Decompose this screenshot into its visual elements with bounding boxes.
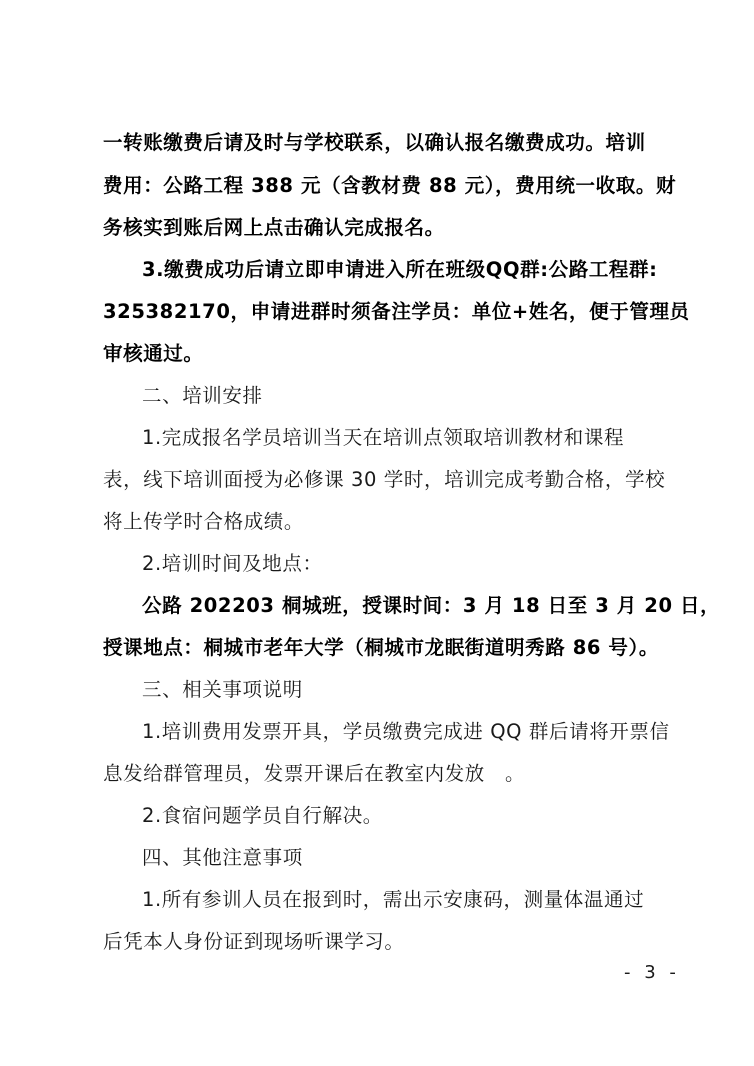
section-heading-related-matters: 三、相关事项说明 [142,678,303,701]
paragraph-fee-line-3: 务核实到账后网上点击确认完成报名。 [103,216,445,239]
page-number: - 3 - [624,962,680,983]
paragraph-schedule-line-2: 授课地点：桐城市老年大学（桐城市龙眠街道明秀路 86 号）。 [103,636,659,659]
paragraph-health-line-2: 后凭本人身份证到现场听课学习。 [103,930,405,953]
paragraph-invoice-line-2: 息发给群管理员，发票开课后在教室内发放 。 [103,762,526,785]
section-heading-other-notes: 四、其他注意事项 [142,846,303,869]
paragraph-schedule-line-1: 公路 202203 桐城班，授课时间：3 月 18 日至 3 月 20 日， [142,594,721,617]
section-heading-training-arrangement: 二、培训安排 [142,384,263,407]
paragraph-health-line-1: 1.所有参训人员在报到时，需出示安康码，测量体温通过 [142,888,645,911]
paragraph-training-line-3: 将上传学时合格成绩。 [103,510,305,533]
paragraph-invoice-line-1: 1.培训费用发票开具，学员缴费完成进 QQ 群后请将开票信 [142,720,670,743]
paragraph-training-line-2: 表，线下培训面授为必修课 30 学时，培训完成考勤合格，学校 [103,468,666,491]
paragraph-qq-line-3: 审核通过。 [103,342,204,365]
paragraph-fee-line-1: 一转账缴费后请及时与学校联系，以确认报名缴费成功。培训 [103,131,646,154]
paragraph-qq-line-2: 325382170，申请进群时须备注学员：单位+姓名，便于管理员 [103,300,690,323]
paragraph-fee-line-2: 费用：公路工程 388 元（含教材费 88 元），费用统一收取。财 [103,174,677,197]
paragraph-training-line-1: 1.完成报名学员培训当天在培训点领取培训教材和课程 [142,426,625,449]
paragraph-accommodation: 2.食宿问题学员自行解决。 [142,804,383,827]
paragraph-time-place-heading: 2.培训时间及地点： [142,552,323,575]
paragraph-qq-line-1: 3.缴费成功后请立即申请进入所在班级QQ群:公路工程群: [142,258,658,281]
